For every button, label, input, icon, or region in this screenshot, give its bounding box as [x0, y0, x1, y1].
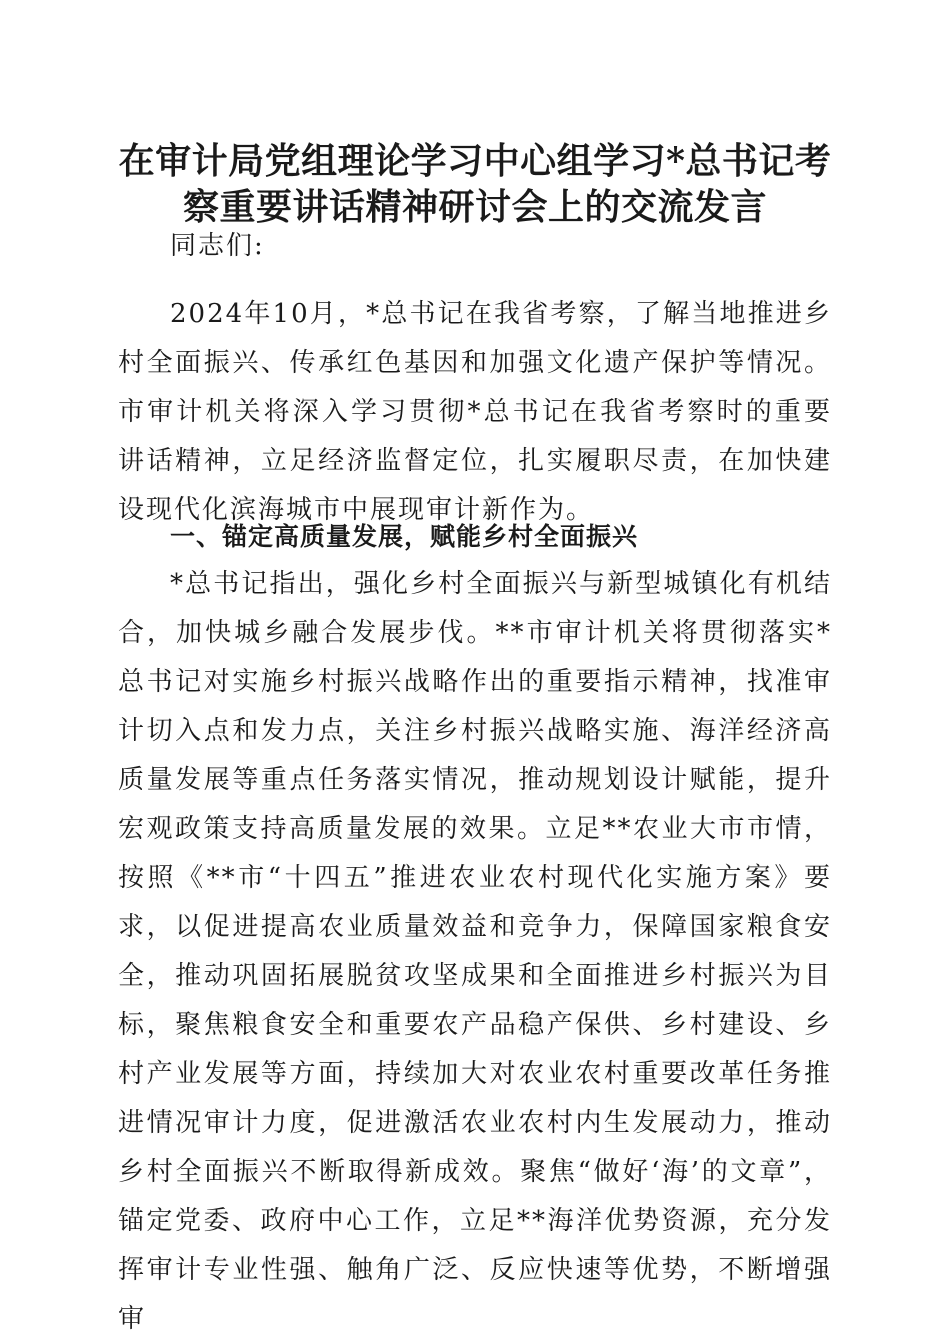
paragraph-section-1: *总书记指出，强化乡村全面振兴与新型城镇化有机结合，加快城乡融合发展步伐。**市审计机关将贯彻落实*总书记对实施乡村振兴战略作出的重要指示精神，找准审计切入点和发力点，关注乡村振兴战略实施、海洋经济高质量发展等重点任务落实情况，推动规划设计赋能，提升宏观政策支持高质量发展的效果。立足**农业大市市情，按照《**市“十四五”推进农业农村现代化实施方案》要求，以促进提高农业质量效益和竞争力，保障国家粮食安全，推动巩固拓展脱贫攻坚成果和全面推进乡村振兴为目标，聚焦粮食安全和重要农产品稳产保供、乡村建设、乡村产业发展等方面，持续加大对农业农村重要改革任务推进情况审计力度，促进激活农业农村内生发展动力，推动乡村全面振兴不断取得新成效。聚焦“做好‘海’的文章”，锚定党委、政府中心工作，立足**海洋优势资源，充分发挥审计专业性强、触角广泛、反应快速等优势，不断增强审	[118, 569, 832, 1334]
paragraph-intro: 2024年10月，*总书记在我省考察，了解当地推进乡村全面振兴、传承红色基因和加强文化遗产保护等情况。市审计机关将深入学习贯彻*总书记在我省考察时的重要讲话精神，立足经济监督定位，扎实履职尽责，在加快建设现代化滨海城市中展现审计新作为。	[118, 299, 832, 525]
section-heading-1: 一、锚定高质量发展，赋能乡村全面振兴	[170, 522, 639, 551]
salutation-text: 同志们:	[170, 231, 265, 261]
document-title-line-2: 察重要讲话精神研讨会上的交流发言	[182, 186, 767, 228]
salutation	[118, 222, 832, 271]
document-title-line-1: 在审计局党组理论学习中心组学习*总书记考	[118, 140, 832, 182]
